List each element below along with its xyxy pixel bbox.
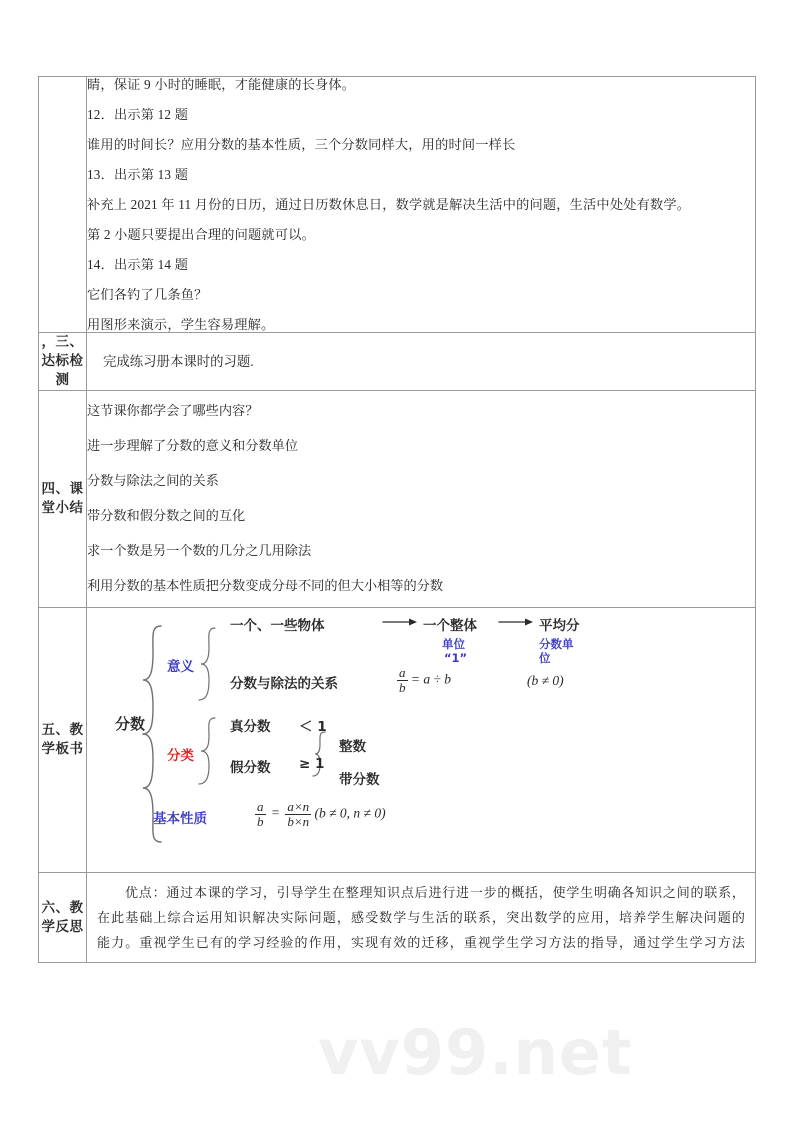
fraction-knowledge-diagram [87,608,755,872]
summary-line-1: 这节课你都学会了哪些内容？ [87,403,259,418]
diagram-meaning-objects: 一个、一些物体 [230,618,325,634]
diagram-branch-meaning: 意义 [167,659,194,675]
diagram-root-label: 分数 [115,715,146,733]
diagram-unit-one-line1: 单位 [442,637,465,651]
diagram-property-formula [255,800,386,829]
blackboard-design-content [87,608,756,873]
process-line-2: 12．出示第 12 题 [87,107,189,122]
diagram-branch-property: 基本性质 [153,811,207,827]
teaching-reflection-content [87,873,756,963]
process-line-5: 补充上 2021 年 11 月份的日历，通过日历数休息日，数学就是解决生活中的问题，生活中处处有数学。 [87,197,691,212]
diagram-proper-fraction: 真分数 [230,719,271,735]
row-label-blank [39,77,87,333]
division-formula-fraction [397,666,408,695]
diagram-meaning-average: 平均分 [539,618,580,634]
table-row-blackboard-design [39,608,756,873]
property-rhs-denominator: b×n [287,813,310,829]
property-lhs-fraction [255,800,266,829]
division-formula-numerator: a [399,665,406,680]
reflection-line-1: 优点：通过本课的学习，引导学生在整理知识点后进行进一步的概括，使学生明确各知识之间的联系， [125,885,745,900]
diagram-braces-svg [87,608,753,872]
division-formula-denominator: b [399,679,406,695]
process-line-4: 13．出示第 13 题 [87,167,189,182]
row-label-class-summary: 四、课堂小结 [39,391,87,608]
diagram-unit-one-line2: “1” [444,651,468,665]
process-line-9: 用图形来演示，学生容易理解。 [87,317,275,332]
property-equals-sign: = [270,805,280,821]
diagram-division-formula [397,666,451,695]
property-rhs-fraction [285,800,311,829]
property-lhs-denominator: b [257,813,264,829]
summary-line-2: 进一步理解了分数的意义和分数单位 [87,438,298,453]
reflection-line-2: 在此基础上综合运用知识解决实际问题，感受数学与生活的联系，突出数学的应用，培养学生解决问题的 [97,910,745,925]
diagram-fraction-unit-line1: 分数单 [539,637,574,651]
table-row-class-summary [39,391,756,608]
table-row-teaching-reflection [39,873,756,963]
reflection-line-3: 能力。重视学生已有的学习经验的作用，实现有效的迁移，重视学生学习方法的指导，通过学生学习方法 [97,935,745,950]
standard-test-content [87,333,756,391]
process-line-7: 14．出示第 14 题 [87,257,189,272]
diagram-improper-fraction: 假分数 [230,760,271,776]
diagram-integer: 整数 [339,739,366,755]
row-label-teaching-reflection: 六、教学反思 [39,873,87,963]
diagram-fraction-unit-line2: 位 [539,651,551,665]
summary-line-3: 分数与除法之间的关系 [87,473,219,488]
table-row-teaching-process [39,77,756,333]
diagram-division-condition: (b ≠ 0) [527,673,564,688]
property-lhs-numerator: a [257,799,264,814]
process-line-8: 它们各钓了几条鱼？ [87,287,208,302]
watermark-text: vv99.net [318,1016,633,1089]
row-label-standard-test: ，三、达标检测 [39,333,87,391]
diagram-meaning-whole: 一个整体 [423,618,477,634]
summary-line-5: 求一个数是另一个数的几分之几用除法 [87,543,312,558]
property-condition: (b ≠ 0, n ≠ 0) [314,805,386,821]
summary-line-4: 带分数和假分数之间的互化 [87,508,246,523]
class-summary-content [87,391,756,608]
diagram-proper-relation: ＜ 1 [299,719,327,735]
diagram-improper-relation: ≥ 1 [299,756,325,772]
table-row-standard-test [39,333,756,391]
process-line-3: 谁用的时间长？应用分数的基本性质，三个分数同样大，用的时间一样长 [87,137,516,152]
division-formula-rhs: = a ÷ b [410,671,452,687]
process-line-6: 第 2 小题只要提出合理的问题就可以。 [87,227,315,242]
teaching-process-content [87,77,756,333]
property-rhs-numerator: a×n [287,799,310,814]
process-line-1: 睛，保证 9 小时的睡眠，才能健康的长身体。 [87,77,356,92]
diagram-mixed-fraction: 带分数 [339,772,380,788]
row-label-blackboard-design: 五、教学板书 [39,608,87,873]
summary-line-6: 利用分数的基本性质把分数变成分母不同的但大小相等的分数 [87,578,444,593]
lesson-plan-table [38,76,756,963]
diagram-division-relation: 分数与除法的关系 [230,676,338,692]
diagram-branch-classify: 分类 [167,748,194,764]
standard-test-text: 完成练习册本课时的习题. [103,353,254,369]
